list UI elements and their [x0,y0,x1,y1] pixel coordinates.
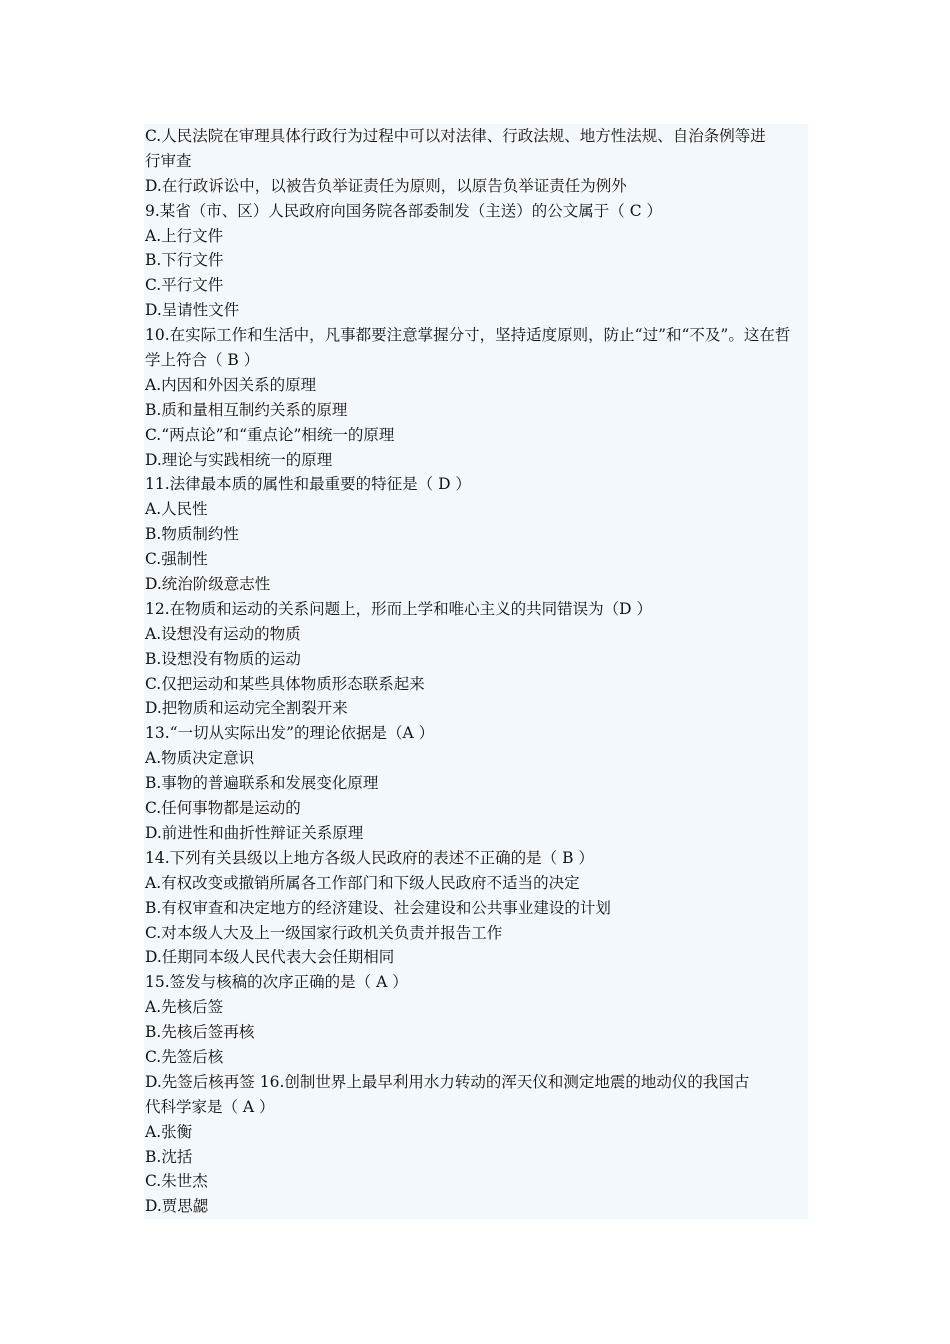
option-line: C.任何事物都是运动的 [145,799,301,818]
question-line: 代科学家是（ A ） [145,1097,275,1116]
text-line: D.在行政诉讼中，以被告负举证责任为原则，以原告负举证责任为例外 [145,176,627,195]
question-line: 10.在实际工作和生活中，凡事都要注意掌握分寸，坚持适度原则，防止“过”和“不及”。这在哲 [145,326,791,345]
option-line: B.设想没有物质的运动 [145,649,301,668]
question-line: 9.某省（市、区）人民政府向国务院各部委制发（主送）的公文属于（ C ） [145,201,663,220]
option-line: C.朱世杰 [145,1172,208,1191]
option-line: D.任期同本级人民代表大会任期相同 [145,948,395,967]
option-line: A.先核后签 [145,998,224,1017]
option-line: C.仅把运动和某些具体物质形态联系起来 [145,674,425,693]
question-line: 13.“一切从实际出发”的理论依据是（A ） [145,724,435,743]
text-line: C.人民法院在审理具体行政行为过程中可以对法律、行政法规、地方性法规、自治条例等进 [145,127,766,145]
option-line: B.有权审查和决定地方的经济建设、社会建设和公共事业建设的计划 [145,898,611,917]
question-line: 14.下列有关县级以上地方各级人民政府的表述不正确的是（ B ） [145,848,594,867]
option-line: A.张衡 [145,1122,193,1141]
option-line: A.上行文件 [145,226,224,245]
option-line: A.设想没有运动的物质 [145,624,301,643]
text-line: 行审查 [145,151,192,170]
option-line: B.事物的普遍联系和发展变化原理 [145,774,379,793]
option-line: C.“两点论”和“重点论”相统一的原理 [145,425,395,444]
question-line: 学上符合（ B ） [145,351,260,370]
option-line: D.理论与实践相统一的原理 [145,450,333,469]
option-line: A.人民性 [145,500,208,519]
document-text-block [144,124,808,1219]
option-line: A.有权改变或撤销所属各工作部门和下级人民政府不适当的决定 [145,873,580,892]
option-line: C.平行文件 [145,276,224,295]
option-line: D.统治阶级意志性 [145,575,271,594]
option-line: B.沈括 [145,1147,193,1166]
question-line: 15.签发与核稿的次序正确的是（ A ） [145,973,408,992]
option-line: D.前进性和曲折性辩证关系原理 [145,823,364,842]
option-line: C.先签后核 [145,1047,224,1066]
question-line: 11.法律最本质的属性和最重要的特征是（ D ） [145,475,471,494]
question-line: 12.在物质和运动的关系问题上，形而上学和唯心主义的共同错误为（D ） [145,599,653,618]
option-line: A.物质决定意识 [145,749,255,768]
option-line: D.把物质和运动完全割裂开来 [145,699,348,718]
option-line: B.先核后签再核 [145,1023,255,1042]
option-line: C.对本级人大及上一级国家行政机关负责并报告工作 [145,923,503,942]
option-line: B.质和量相互制约关系的原理 [145,400,348,419]
option-line: A.内因和外因关系的原理 [145,375,317,394]
option-line: B.下行文件 [145,251,224,270]
option-line: B.物质制约性 [145,525,239,544]
option-line: D.贾思勰 [145,1197,209,1216]
option-line: D.呈请性文件 [145,301,240,320]
option-and-question-line: D.先签后核再签 16.创制世界上最早利用水力转动的浑天仪和测定地震的地动仪的我国古 [145,1072,750,1091]
option-line: C.强制性 [145,550,208,569]
